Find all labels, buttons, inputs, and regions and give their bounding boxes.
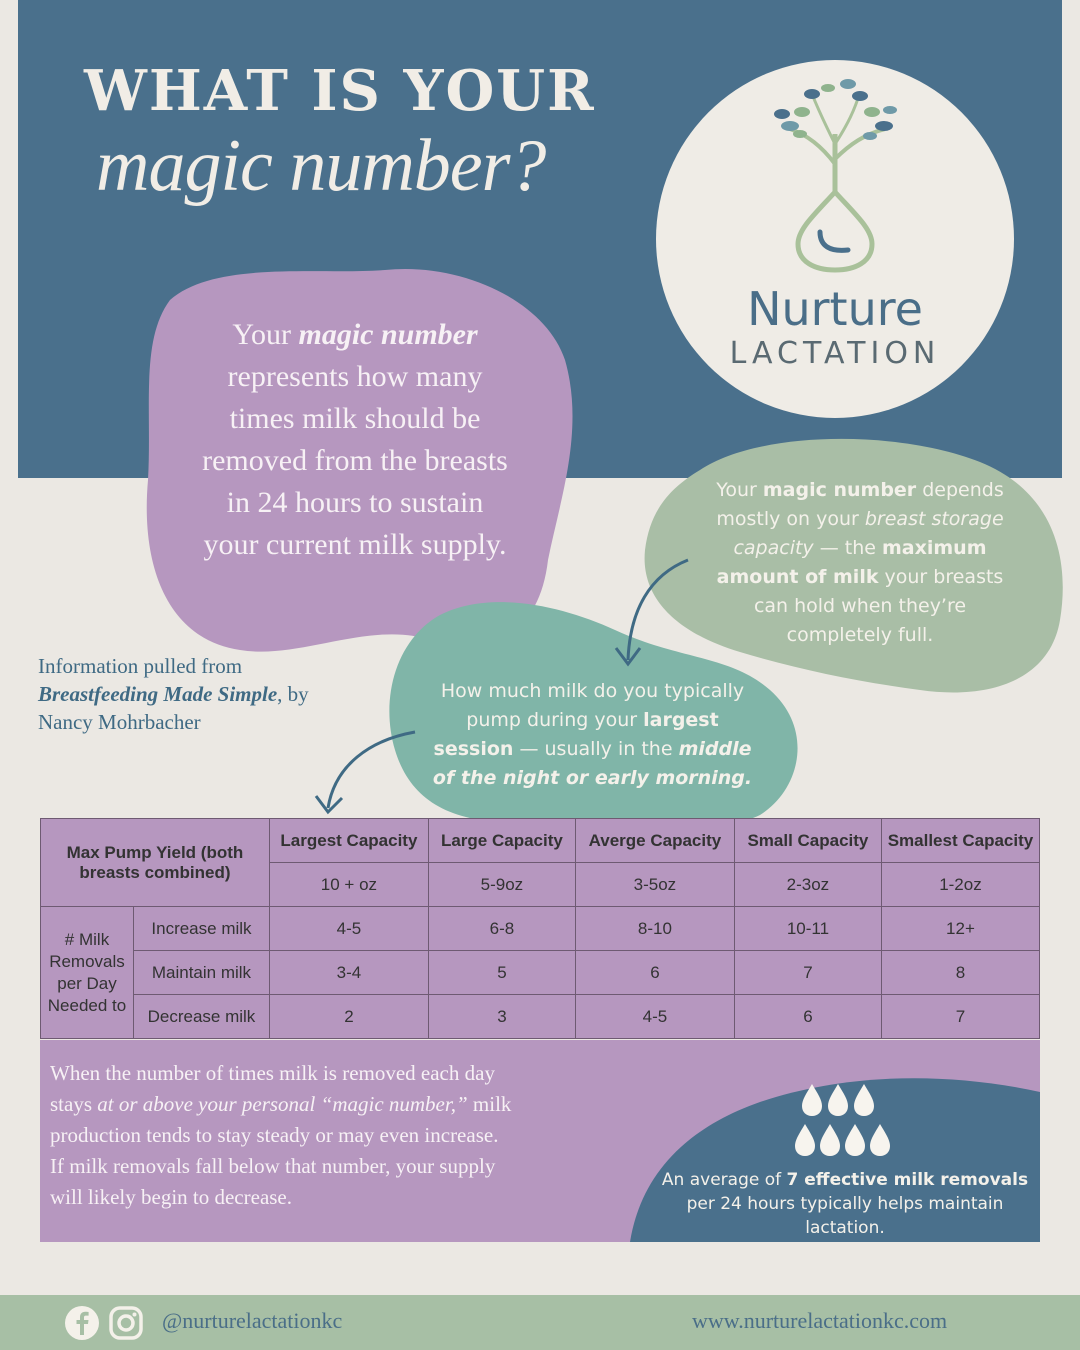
capacity-table xyxy=(40,818,1040,1039)
table-cell: 8-10 xyxy=(575,907,734,951)
table-cell: 12+ xyxy=(881,907,1039,951)
table-cell: 6 xyxy=(734,995,881,1039)
table-cell: 5 xyxy=(428,951,575,995)
table-cell: 10-11 xyxy=(734,907,881,951)
column-header: Small Capacity xyxy=(734,819,881,863)
table-cell: 4-5 xyxy=(575,995,734,1039)
row-label: Decrease milk xyxy=(134,995,270,1039)
yield-cell: 3-5oz xyxy=(575,863,734,907)
instagram-icon[interactable] xyxy=(108,1305,144,1341)
table-cell: 3-4 xyxy=(269,951,428,995)
group-label-cell: # Milk Removals per Day Needed to xyxy=(41,907,134,1039)
column-header: Large Capacity xyxy=(428,819,575,863)
yield-cell: 1-2oz xyxy=(881,863,1039,907)
row-label: Increase milk xyxy=(134,907,270,951)
table-cell: 4-5 xyxy=(269,907,428,951)
table-cell: 2 xyxy=(269,995,428,1039)
purple-blob-text: Your magic number represents how many times milk should be removed from the breasts in 24 hours to sustain your current milk supply. xyxy=(202,318,508,561)
title-line-2: magic number? xyxy=(96,125,546,207)
table-cell: 7 xyxy=(734,951,881,995)
website-link[interactable]: www.nurturelactationkc.com xyxy=(692,1308,948,1333)
facebook-icon[interactable] xyxy=(64,1305,100,1341)
table-cell: 6-8 xyxy=(428,907,575,951)
milk-drops-icon xyxy=(790,1080,900,1162)
logo-subtitle: LACTATION xyxy=(729,336,941,371)
table-cell: 8 xyxy=(881,951,1039,995)
column-header: Largest Capacity xyxy=(269,819,428,863)
yield-cell: 2-3oz xyxy=(734,863,881,907)
source-info: Information pulled from Breastfeeding Made Simple, by Nancy Mohrbacher xyxy=(38,654,309,734)
column-header: Smallest Capacity xyxy=(881,819,1039,863)
yield-cell: 10 + oz xyxy=(269,863,428,907)
table-cell: 6 xyxy=(575,951,734,995)
table-cell: 3 xyxy=(428,995,575,1039)
teal-blob-text: How much milk do you typically pump during your largest session — usually in the middle of the night or early morning. xyxy=(432,680,753,789)
yield-cell: 5-9oz xyxy=(428,863,575,907)
column-header: Averge Capacity xyxy=(575,819,734,863)
table-cell: 7 xyxy=(881,995,1039,1039)
title-line-1: WHAT IS YOUR xyxy=(84,58,596,124)
average-text: An average of 7 effective milk removals per 24 hours typically helps maintain lactation. xyxy=(661,1170,1029,1238)
social-handle[interactable]: @nurturelactationkc xyxy=(162,1308,343,1333)
bottom-text: When the number of times milk is removed each day stays at or above your personal “magic number,” milk production tends to stay steady or may even increase. If milk removals fall below that number, your supply will likely begin to decrease. xyxy=(50,1061,512,1209)
yield-label-cell: Max Pump Yield (both breasts combined) xyxy=(41,819,270,907)
sage-blob-text: Your magic number depends mostly on your breast storage capacity — the maximum amount of milk your breasts can hold when they’re completely full. xyxy=(716,479,1004,646)
logo-name: Nurture xyxy=(747,282,923,336)
row-label: Maintain milk xyxy=(134,951,270,995)
